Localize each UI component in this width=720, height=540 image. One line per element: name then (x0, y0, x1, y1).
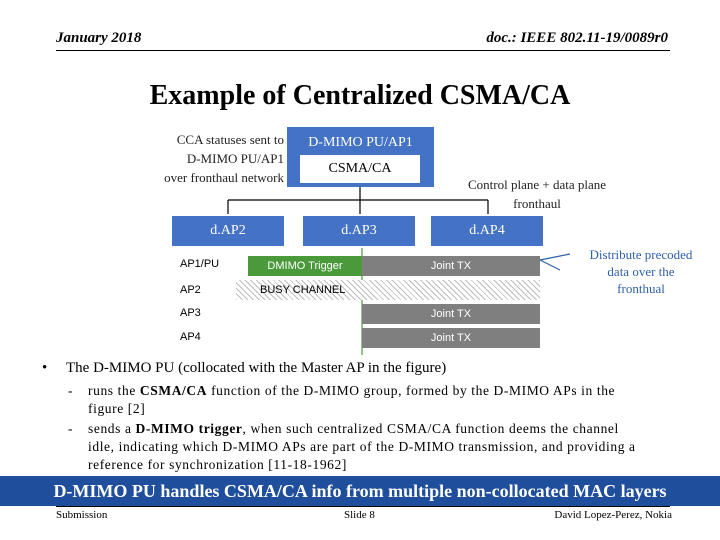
bullet-dot: • (42, 360, 48, 376)
cca-note-line: over fronthaul network (164, 170, 284, 185)
busy-channel-label: BUSY CHANNEL (260, 284, 346, 296)
sub2-line2: idle, indicating which D-MIMO APs are part of the D-MIMO transmission, and providing a (88, 439, 636, 454)
row-label-ap4: AP4 (180, 331, 201, 343)
header-doc-id: doc.: IEEE 802.11-19/0089r0 (486, 30, 668, 46)
sub-bullet-1 (88, 382, 688, 418)
dmimo-trigger-bar: DMIMO Trigger (248, 256, 362, 276)
row-label-ap3: AP3 (180, 307, 201, 319)
distribute-note (572, 246, 710, 297)
joint-tx-bar-ap3: Joint TX (362, 304, 540, 324)
sub2-text: sends a (88, 421, 136, 436)
distribute-note-line: Distribute precoded (589, 247, 693, 262)
busy-channel-bar (236, 280, 540, 300)
distribute-note-line: fronthual (617, 281, 665, 296)
pu-box-label: D-MIMO PU/AP1 (308, 135, 413, 150)
sub2-text-rest: , when such centralized CSMA/CA function deems the channel (242, 421, 619, 436)
sub1-text-rest: function of the D-MIMO group, formed by the D-MIMO APs in the (207, 383, 616, 398)
sub1-bold: CSMA/CA (139, 383, 208, 398)
footer-submission: Submission (56, 509, 108, 521)
fronthaul-note-line: fronthaul (513, 196, 561, 211)
csma-box-label: CSMA/CA (328, 161, 392, 176)
fronthaul-note-line: Control plane + data plane (467, 177, 606, 192)
footer-slide-number: Slide 8 (344, 509, 375, 521)
cca-note-line: CCA statuses sent to (176, 132, 284, 147)
joint-tx-bar-ap1: Joint TX (362, 256, 540, 276)
ap-box-dap3: d.AP3 (303, 216, 415, 246)
summary-banner: D-MIMO PU handles CSMA/CA info from multiple non-collocated MAC layers (0, 476, 720, 506)
slide-title: Example of Centralized CSMA/CA (149, 80, 571, 111)
ap-box-dap4: d.AP4 (431, 216, 543, 246)
footer-author: David Lopez-Perez, Nokia (554, 509, 672, 521)
footer-divider (56, 506, 670, 507)
bullet-main: The D-MIMO PU (collocated with the Master AP in the figure) (66, 360, 447, 376)
header-date: January 2018 (56, 30, 142, 46)
joint-tx-bar-ap4: Joint TX (362, 328, 540, 348)
ap-box-dap2: d.AP2 (172, 216, 284, 246)
sub1-line2: figure [2] (88, 401, 146, 416)
distribute-note-line: data over the (607, 264, 675, 279)
sub1-text: runs the (88, 383, 140, 398)
sub2-bold: D-MIMO trigger (135, 421, 243, 436)
sub-bullet-2 (88, 420, 688, 474)
dash-icon: - (68, 421, 74, 436)
dash-icon: - (68, 383, 74, 398)
row-label-ap1: AP1/PU (180, 258, 220, 270)
distribute-arrow (540, 254, 570, 270)
row-label-ap2: AP2 (180, 284, 201, 296)
cca-note-line: D-MIMO PU/AP1 (186, 151, 284, 166)
sub2-line3: reference for synchronization [11-18-1962] (88, 457, 347, 472)
